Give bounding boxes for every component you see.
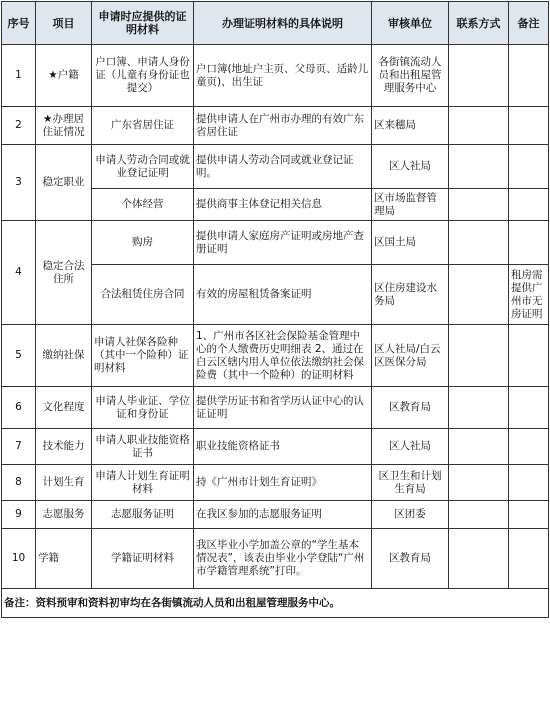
row-item: 缴纳社保: [36, 325, 92, 387]
row-contact: [449, 387, 509, 429]
row-detail: 在我区参加的志愿服务证明: [194, 501, 372, 529]
row-contact: [449, 465, 509, 501]
row-item: ★办理居住证情况: [36, 107, 92, 145]
row-contact: [449, 325, 509, 387]
row-unit: 区国土局: [372, 221, 449, 265]
row-unit: 区市场监督管理局: [372, 189, 449, 221]
row-detail: 提供申请人家庭房产证明或房地产查册证明: [194, 221, 372, 265]
row-material: 户口簿、申请人身份证（儿童有身份证也提交）: [92, 45, 194, 107]
row-no: 6: [2, 387, 36, 429]
row-remark: [509, 387, 549, 429]
row-material: 申请人计划生育证明材料: [92, 465, 194, 501]
row-remark: [509, 189, 549, 221]
row-contact: [449, 107, 509, 145]
row-remark: [509, 107, 549, 145]
row-no: 4: [2, 221, 36, 325]
row-material: 申请人劳动合同或就业登记证明: [92, 145, 194, 189]
col-header-item: 项目: [36, 2, 92, 45]
row-detail: 1、广州市各区社会保险基金管理中心的个人缴费历史明细表 2、通过在白云区辖内用人单位依法缴纳社会保险费（其中一个险种）的证明材料: [194, 325, 372, 387]
row-no: 1: [2, 45, 36, 107]
row-detail: 提供申请人在广州市办理的有效广东省居住证: [194, 107, 372, 145]
row-contact: [449, 45, 509, 107]
row-item: ★户籍: [36, 45, 92, 107]
row-contact: [449, 221, 509, 265]
row-material: 申请人职业技能资格证书: [92, 429, 194, 465]
row-contact: [449, 529, 509, 589]
row-no: 10: [2, 529, 36, 589]
row-unit: 区教育局: [372, 529, 449, 589]
row-material: 申请人毕业证、学位证和身份证: [92, 387, 194, 429]
col-header-unit: 审核单位: [372, 2, 449, 45]
row-no: 2: [2, 107, 36, 145]
row-remark: [509, 465, 549, 501]
row-unit: 各街镇流动人员和出租屋管理服务中心: [372, 45, 449, 107]
row-contact: [449, 145, 509, 189]
row-remark: [509, 501, 549, 529]
row-detail: 提供申请人劳动合同或就业登记证明。: [194, 145, 372, 189]
row-unit: 区教育局: [372, 387, 449, 429]
row-material: 个体经营: [92, 189, 194, 221]
row-remark: [509, 529, 549, 589]
row-unit: 区团委: [372, 501, 449, 529]
row-remark: 租房需提供广州市无房证明: [509, 265, 549, 325]
row-material: 广东省居住证: [92, 107, 194, 145]
row-item: 技术能力: [36, 429, 92, 465]
table-row: [2, 387, 549, 429]
row-unit: 区来穗局: [372, 107, 449, 145]
header-row: [2, 2, 549, 45]
row-no: 7: [2, 429, 36, 465]
row-contact: [449, 501, 509, 529]
row-detail: 提供商事主体登记相关信息: [194, 189, 372, 221]
row-remark: [509, 45, 549, 107]
row-remark: [509, 145, 549, 189]
row-item: 志愿服务: [36, 501, 92, 529]
row-item: 文化程度: [36, 387, 92, 429]
row-contact: [449, 429, 509, 465]
row-remark: [509, 429, 549, 465]
row-material: 购房: [92, 221, 194, 265]
row-unit: 区人社局: [372, 145, 449, 189]
row-item: 计划生育: [36, 465, 92, 501]
row-detail: 职业技能资格证书: [194, 429, 372, 465]
row-detail: 持《广州市计划生育证明》: [194, 465, 372, 501]
row-material: 申请人社保各险种（其中一个险种）证明材料: [92, 325, 194, 387]
row-unit: 区卫生和计划生育局: [372, 465, 449, 501]
row-unit: 区人社局: [372, 429, 449, 465]
col-header-contact: 联系方式: [449, 2, 509, 45]
row-item: 学籍: [36, 529, 92, 589]
col-header-materials: 申请时应提供的证明材料: [92, 2, 194, 45]
row-unit: 区人社局/白云区医保分局: [372, 325, 449, 387]
table-row: [2, 529, 549, 589]
row-item: 稳定职业: [36, 145, 92, 221]
row-material: 学籍证明材料: [92, 529, 194, 589]
col-header-no: 序号: [2, 2, 36, 45]
footer-note: 备注：资料预审和资料初审均在各街镇流动人员和出租屋管理服务中心。: [2, 589, 549, 618]
table-row: [2, 45, 549, 107]
row-no: 5: [2, 325, 36, 387]
row-no: 3: [2, 145, 36, 221]
table-row: [2, 465, 549, 501]
col-header-details: 办理证明材料的具体说明: [194, 2, 372, 45]
footer-row: [2, 589, 549, 618]
table-row: [2, 107, 549, 145]
table-row: [2, 429, 549, 465]
row-detail: 提供学历证书和省学历认证中心的认证证明: [194, 387, 372, 429]
row-detail: 有效的房屋租赁备案证明: [194, 265, 372, 325]
row-no: 8: [2, 465, 36, 501]
row-item: 稳定合法住所: [36, 221, 92, 325]
row-contact: [449, 189, 509, 221]
row-detail: 我区毕业小学加盖公章的“学生基本情况表”，该表由毕业小学登陆“广州市学籍管理系统”打印。: [194, 529, 372, 589]
row-remark: [509, 325, 549, 387]
row-material: 志愿服务证明: [92, 501, 194, 529]
table-row: [2, 501, 549, 529]
row-detail: 户口簿(地址户主页、父母页、适龄儿童页)、出生证: [194, 45, 372, 107]
col-header-remark: 备注: [509, 2, 549, 45]
table-row: [2, 221, 549, 265]
table-row: [2, 325, 549, 387]
row-unit: 区住房建设水务局: [372, 265, 449, 325]
row-material: 合法租赁住房合同: [92, 265, 194, 325]
row-contact: [449, 265, 509, 325]
table-row: [2, 145, 549, 189]
row-no: 9: [2, 501, 36, 529]
row-remark: [509, 221, 549, 265]
materials-table: [1, 1, 549, 618]
